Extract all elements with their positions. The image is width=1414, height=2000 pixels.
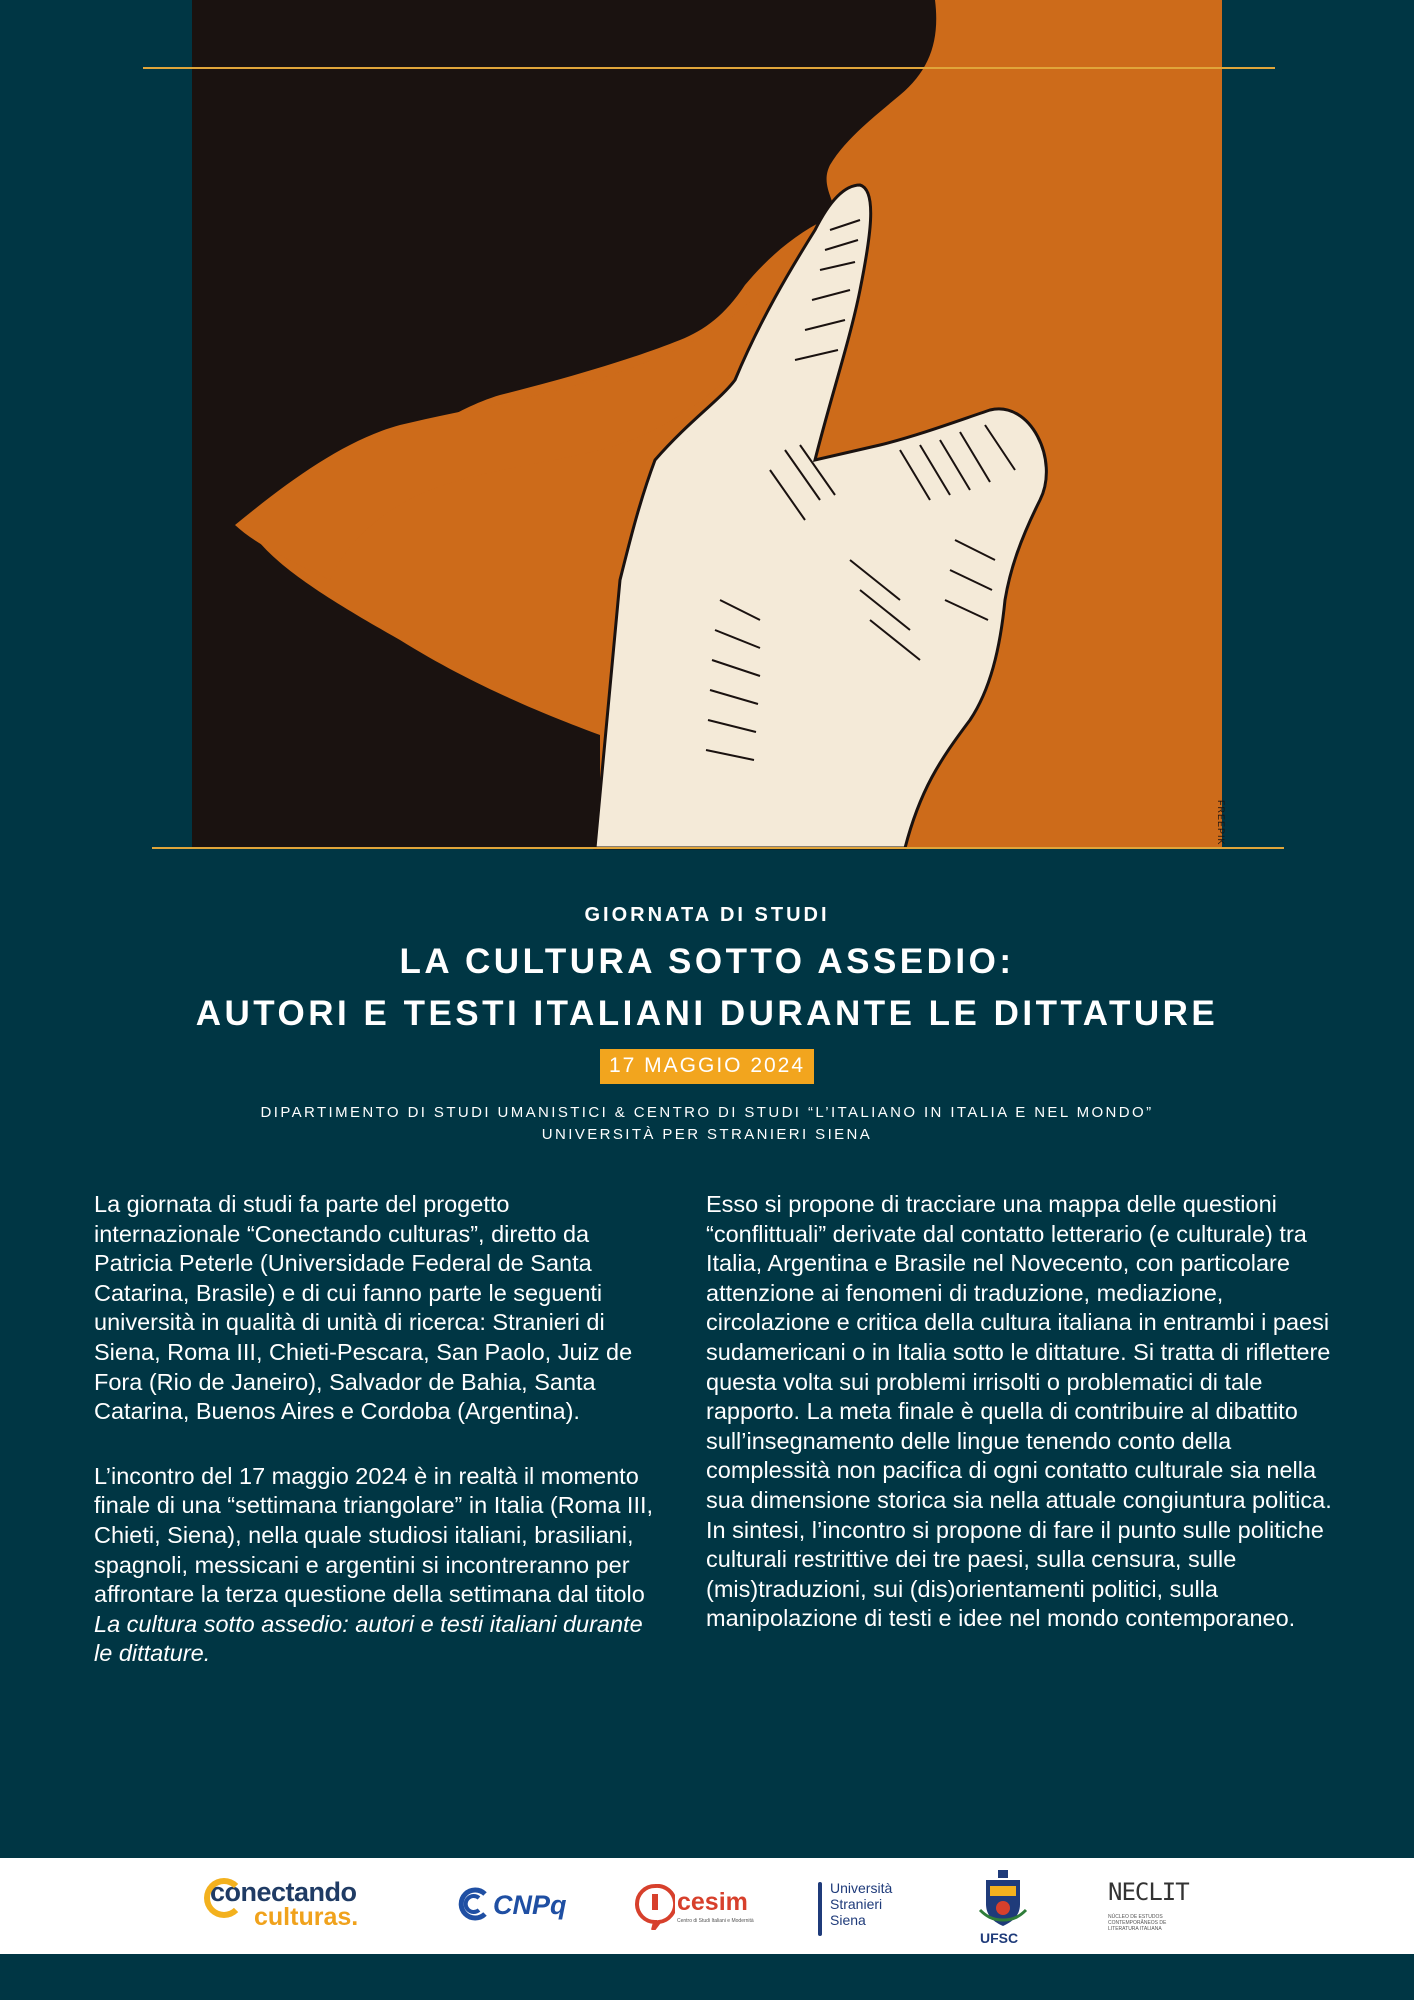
cesim-icon <box>635 1884 675 1930</box>
paragraph-2-text: L’incontro del 17 maggio 2024 è in realtà il momento finale di una “settimana triangolare” in Italia (Roma III, Chieti, Siena), nella quale studiosi italiani, brasiliani, spagnoli, messicani e argentini si incontreranno per affrontare la terza questione della settimana dal titolo <box>94 1462 654 1608</box>
unistrasi-line-3: Siena <box>830 1912 866 1928</box>
cnpq-icon <box>455 1886 491 1922</box>
conectando-text: conectando <box>210 1877 357 1907</box>
ufsc-logo <box>978 1870 1032 1948</box>
image-credit: FREEPIK <box>1216 800 1226 846</box>
cesim-logo <box>635 1884 775 1934</box>
cnpq-logo <box>455 1886 575 1926</box>
cnpq-text: CNPq <box>493 1890 567 1920</box>
neclit-text: NECLIT <box>1108 1878 1189 1906</box>
cesim-text: cesim <box>677 1888 748 1916</box>
unistrasi-line-2: Stranieri <box>830 1896 883 1912</box>
illustration <box>0 0 1414 860</box>
ufsc-text: UFSC <box>980 1930 1019 1946</box>
date-badge: 17 MAGGIO 2024 <box>600 1049 814 1084</box>
organizer-line-1: DIPARTIMENTO DI STUDI UMANISTICI & CENTRO DI STUDI “L’ITALIANO IN ITALIA E NEL MONDO” <box>260 1104 1154 1121</box>
paragraph-2 <box>94 1462 654 1669</box>
conectando-culturas-logo <box>210 1877 410 1976</box>
unistrasi-bar <box>818 1882 822 1936</box>
unistrasi-line-1: Università <box>830 1880 893 1896</box>
event-type: GIORNATA DI STUDI <box>584 904 830 926</box>
paragraph-2-italic: La cultura sotto assedio: autori e testi italiani durante le dittature. <box>94 1610 643 1667</box>
neclit-logo <box>1106 1876 1196 1936</box>
body-left-column <box>94 1190 654 1669</box>
cesim-subtitle: Centro di Studi Italiani e Modernità <box>677 1918 754 1924</box>
ufsc-crest-icon <box>978 1870 1028 1928</box>
unistrasi-text <box>830 1880 892 1928</box>
date-wrap <box>0 1049 1414 1084</box>
paragraph-1: La giornata di studi fa parte del progetto internazionale “Conectando culturas”, diretto da Patricia Peterle (Universidade Federal de Santa Catarina, Brasile) e di cui fanno parte le seguenti università in qualità di unità di ricerca: Stranieri di Siena, Roma III, Chieti-Pescara, San Paolo, Juiz de Fora (Rio de Janeiro), Salvador de Bahia, Santa Catarina, Buenos Aires e Cordoba (Argentina). <box>94 1191 633 1425</box>
title-line-2: AUTORI E TESTI ITALIANI DURANTE LE DITTATURE <box>195 994 1219 1033</box>
unistrasi-logo <box>818 1878 928 1938</box>
organizer-line-2: UNIVERSITÀ PER STRANIERI SIENA <box>541 1126 873 1143</box>
page-title <box>0 936 1414 1040</box>
paragraph-3: Esso si propone di tracciare una mappa delle questioni “conflittuali” derivate dal contatto letterario (e culturale) tra Italia, Argentina e Brasile nel Novecento, con particolare attenzione ai fenomeni di traduzione, mediazione, circolazione e critica della cultura italiana in entrambi i paesi sudamericani o in Italia sotto le dittature. Si tratta di riflettere questa volta sui problemi irrisolti o problematici di tale rapporto. La meta finale è quella di contribuire al dibattito sull’insegnamento delle lingue tenendo conto della complessità non pacifica di ogni contatto culturale sia nella sua dimensione storica sia nella attuale congiuntura politica. In sintesi, l’incontro si propone di fare il punto sulle politiche culturali restrittive dei tre paesi, sulla censura, sulle (mis)traduzioni, sui (dis)orientamenti politici, sulla manipolazione di testi e idee nel mondo contemporaneo. <box>706 1191 1332 1632</box>
organizer <box>0 1102 1414 1146</box>
sponsor-logos-band <box>0 1858 1414 1954</box>
body-right-column <box>706 1190 1346 1634</box>
culturas-text: culturas. <box>254 1903 359 1931</box>
conectando-ring-icon <box>204 1878 244 1918</box>
neclit-subtitle: NÚCLEO DE ESTUDOS CONTEMPORÂNEOS DE LITERATURA ITALIANA <box>1108 1914 1167 1932</box>
title-line-1: LA CULTURA SOTTO ASSEDIO: <box>399 942 1015 981</box>
shush-hand-illustration <box>0 0 1414 860</box>
